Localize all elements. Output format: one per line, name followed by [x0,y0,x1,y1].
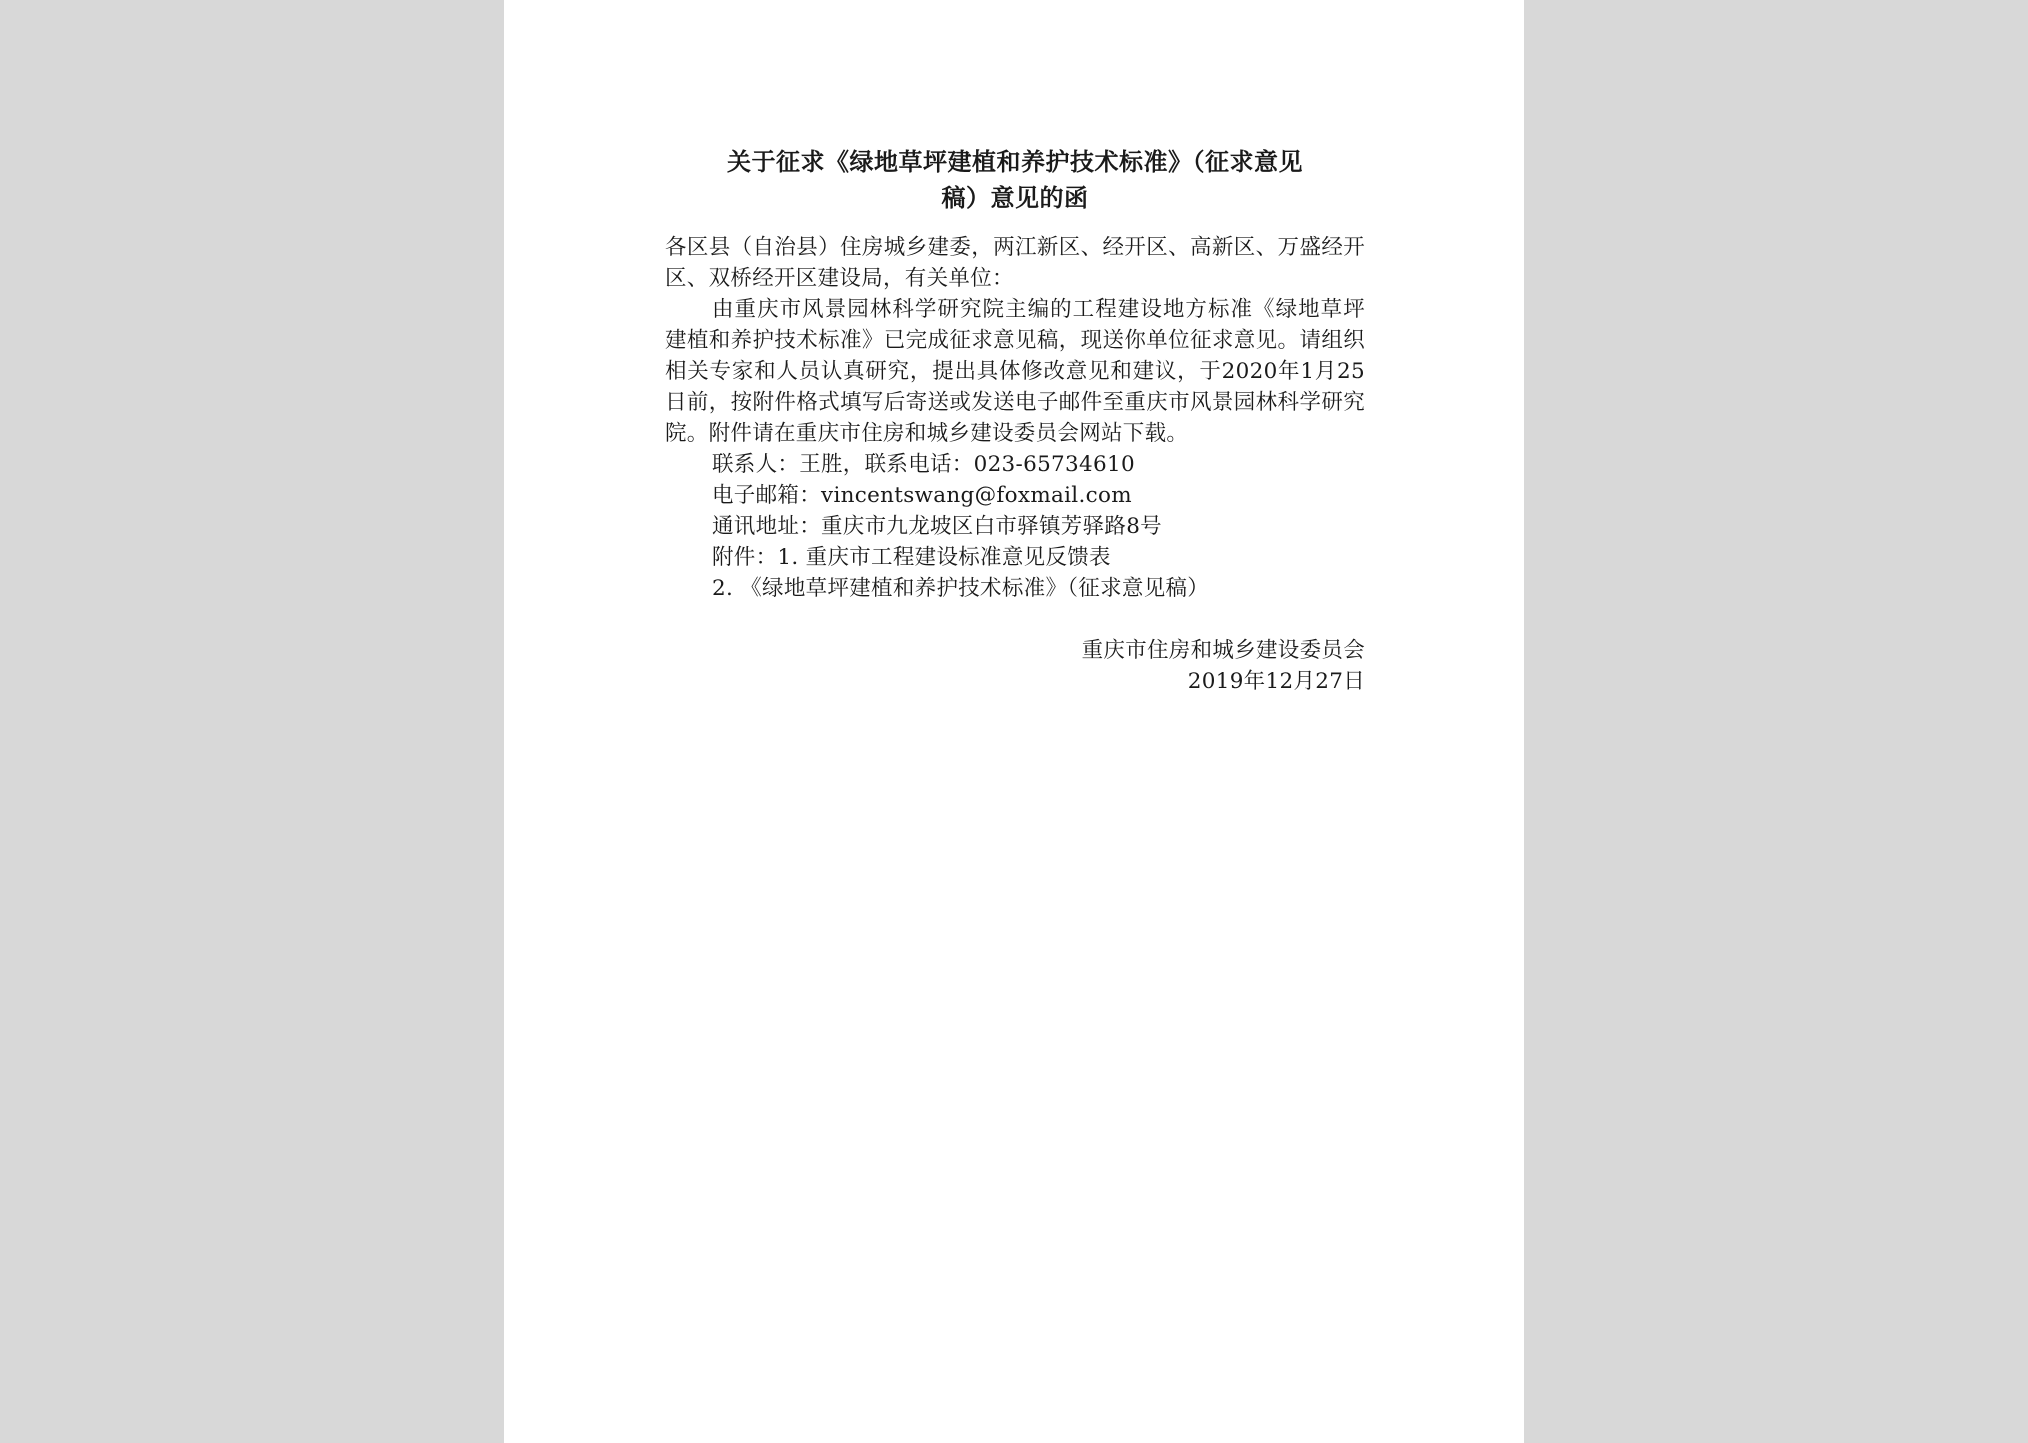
title-line-1: 关于征求《绿地草坪建植和养护技术标准》（征求意见 [727,148,1303,176]
title-line-2: 稿）意见的函 [941,184,1089,212]
signature-block [665,635,1365,697]
email-line: 电子邮箱：vincentswang@foxmail.com [712,483,1132,508]
letter-content [665,144,1365,697]
address-line: 通讯地址：重庆市九龙坡区白市驿镇芳驿路8号 [712,514,1162,539]
issue-date: 2019年12月27日 [1187,669,1365,694]
document-page [504,0,1524,1443]
document-title [665,144,1365,216]
attachment-line-1: 附件：1. 重庆市工程建设标准意见反馈表 [712,545,1111,570]
issuer: 重庆市住房和城乡建设委员会 [1081,638,1365,663]
salutation: 各区县（自治县）住房城乡建委，两江新区、经开区、高新区、万盛经开区、双桥经开区建设局，有关单位： [665,235,1365,291]
attachment-line-2: 2. 《绿地草坪建植和养护技术标准》（征求意见稿） [712,576,1210,601]
body-paragraph: 由重庆市风景园林科学研究院主编的工程建设地方标准《绿地草坪建植和养护技术标准》已完成征求意见稿，现送你单位征求意见。请组织相关专家和人员认真研究，提出具体修改意见和建议，于2020年1月25日前，按附件格式填写后寄送或发送电子邮件至重庆市风景园林科学研究院。附件请在重庆市住房和城乡建设委员会网站下载。 [665,297,1365,446]
contact-line: 联系人：王胜，联系电话：023-65734610 [712,452,1135,477]
